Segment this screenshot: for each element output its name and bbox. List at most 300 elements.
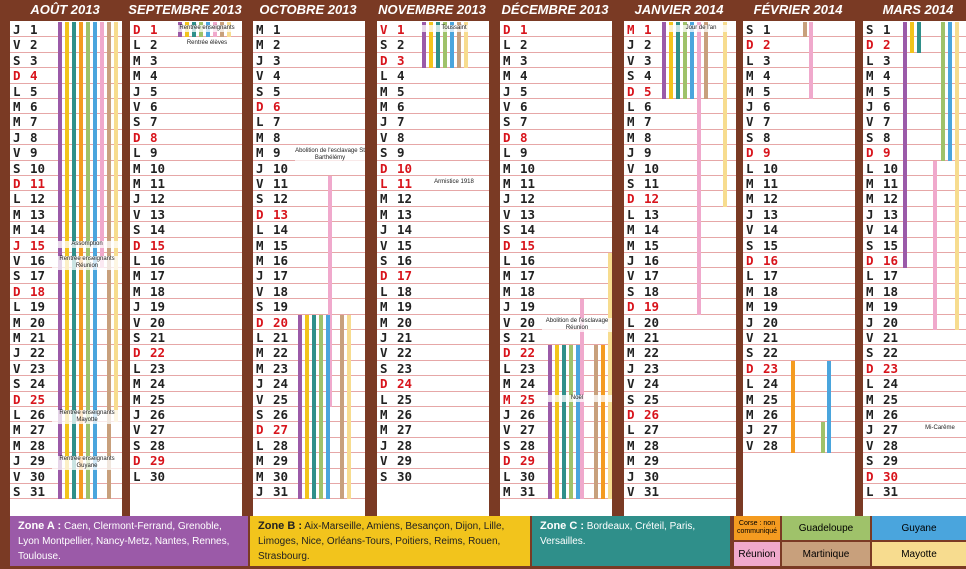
day-row [500, 114, 612, 129]
weekday-letter: J [866, 99, 874, 114]
day-row [377, 161, 489, 176]
day-number: 31 [520, 484, 536, 499]
day-number: 29 [397, 453, 413, 469]
weekday-letter: S [133, 222, 141, 238]
day-number: 18 [883, 283, 899, 299]
weekday-letter: M [256, 253, 264, 268]
day-number: 20 [397, 314, 413, 330]
weekday-letter: M [866, 283, 874, 299]
weekday-letter: S [380, 360, 388, 376]
day-number: 17 [273, 268, 289, 284]
day-row [743, 53, 855, 68]
weekday-letter: L [627, 99, 635, 114]
day-number: 26 [883, 407, 899, 422]
weekday-letter: M [746, 299, 754, 315]
weekday-letter: M [627, 330, 635, 345]
zone-a-label: Zone A : [18, 520, 62, 532]
vacation-bar [594, 345, 598, 499]
weekday-letter: M [866, 68, 874, 84]
vacation-bar [326, 315, 330, 500]
weekday-letter: D [627, 83, 635, 99]
day-number: 28 [883, 437, 899, 453]
weekday-letter: V [256, 391, 264, 407]
weekday-letter: L [866, 484, 874, 499]
weekday-letter: J [866, 422, 874, 438]
day-row [624, 191, 736, 206]
day-row [624, 84, 736, 99]
day-number: 23 [150, 360, 166, 376]
day-number: 26 [520, 407, 536, 422]
weekday-letter: L [133, 37, 141, 53]
day-number: 5 [30, 83, 38, 99]
day-row [500, 176, 612, 191]
day-number: 23 [397, 360, 413, 376]
holiday-note: Rentrée enseignants Mayotte [52, 410, 122, 424]
weekday-letter: S [380, 37, 388, 53]
day-number: 20 [883, 314, 899, 330]
weekday-letter: M [13, 206, 21, 222]
day-row [253, 191, 365, 206]
day-number: 12 [30, 191, 46, 207]
day-number: 15 [397, 237, 413, 253]
day-number: 6 [30, 99, 38, 114]
day-row [130, 453, 242, 468]
weekday-letter: L [503, 360, 511, 376]
weekday-letter: D [380, 52, 388, 68]
weekday-letter: L [746, 376, 754, 392]
weekday-letter: L [13, 407, 21, 422]
day-number: 30 [150, 468, 166, 484]
month-body [500, 21, 612, 516]
day-row [863, 284, 966, 299]
day-number: 10 [150, 160, 166, 176]
day-number: 1 [30, 22, 38, 37]
day-number: 26 [273, 407, 289, 422]
day-row [377, 114, 489, 129]
day-number: 8 [763, 129, 771, 145]
weekday-letter: L [133, 468, 141, 484]
day-number: 5 [520, 83, 528, 99]
weekday-letter: M [380, 422, 388, 438]
vacation-bar [917, 22, 921, 53]
vacation-bar [340, 315, 344, 500]
weekday-letter: D [503, 22, 511, 37]
day-row [863, 222, 966, 237]
legend-mayotte: Mayotte [872, 542, 966, 566]
weekday-letter: J [746, 314, 754, 330]
weekday-letter: V [866, 114, 874, 130]
weekday-letter: D [503, 129, 511, 145]
day-row [863, 469, 966, 484]
day-row [130, 268, 242, 283]
day-number: 18 [150, 283, 166, 299]
day-number: 4 [273, 68, 281, 84]
weekday-letter: V [503, 99, 511, 114]
day-number: 1 [763, 22, 771, 37]
day-number: 30 [397, 468, 413, 484]
day-row [743, 361, 855, 376]
day-row [624, 268, 736, 283]
day-row [863, 345, 966, 360]
weekday-letter: L [380, 391, 388, 407]
day-number: 15 [520, 237, 536, 253]
day-number: 16 [397, 253, 413, 268]
day-number: 25 [644, 391, 660, 407]
zone-a [10, 516, 248, 566]
weekday-letter: L [256, 330, 264, 345]
day-number: 10 [644, 160, 660, 176]
weekday-letter: V [256, 68, 264, 84]
day-number: 16 [150, 253, 166, 268]
day-number: 27 [397, 422, 413, 438]
day-row [743, 392, 855, 407]
day-row [377, 407, 489, 422]
day-row [743, 37, 855, 52]
zone-c [532, 516, 730, 566]
day-row [743, 330, 855, 345]
weekday-letter: V [503, 314, 511, 330]
day-number: 22 [273, 345, 289, 361]
day-row [377, 191, 489, 206]
day-row [624, 145, 736, 160]
day-number: 25 [150, 391, 166, 407]
day-number: 25 [883, 391, 899, 407]
weekday-letter: V [133, 422, 141, 438]
day-row [743, 84, 855, 99]
day-row [743, 176, 855, 191]
day-number: 11 [30, 176, 46, 191]
vacation-bar [941, 22, 945, 161]
zone-b-label: Zone B : [258, 520, 302, 532]
month-title: JANVIER 2014 [634, 2, 724, 17]
day-row [863, 191, 966, 206]
day-number: 14 [520, 222, 536, 238]
day-row [743, 284, 855, 299]
day-row [377, 53, 489, 68]
zone-c-label: Zone C : [540, 520, 584, 532]
day-number: 26 [150, 407, 166, 422]
day-row [863, 268, 966, 283]
day-row [130, 176, 242, 191]
weekday-letter: V [627, 160, 635, 176]
day-number: 12 [520, 191, 536, 207]
weekday-letter: M [746, 176, 754, 191]
weekday-letter: M [503, 283, 511, 299]
weekday-letter: M [503, 391, 511, 407]
day-number: 26 [30, 407, 46, 422]
day-number: 29 [273, 453, 289, 469]
weekday-letter: L [380, 283, 388, 299]
weekday-letter: V [380, 237, 388, 253]
weekday-letter: D [627, 407, 635, 422]
vacation-bar [723, 22, 727, 207]
weekday-letter: D [133, 129, 141, 145]
weekday-letter: M [13, 222, 21, 238]
day-row [130, 130, 242, 145]
legend-guadeloupe: Guadeloupe [782, 516, 870, 540]
weekday-letter: S [866, 453, 874, 469]
weekday-letter: L [380, 68, 388, 84]
day-number: 5 [883, 83, 891, 99]
weekday-letter: M [133, 376, 141, 392]
day-row [624, 238, 736, 253]
day-row [377, 469, 489, 484]
weekday-letter: V [256, 283, 264, 299]
weekday-letter: S [13, 160, 21, 176]
weekday-letter: J [13, 345, 21, 361]
day-number: 11 [883, 176, 899, 191]
day-number: 24 [883, 376, 899, 392]
weekday-letter: V [133, 99, 141, 114]
day-row [743, 68, 855, 83]
weekday-letter: V [746, 437, 754, 453]
vacation-bar [347, 315, 351, 500]
day-row [130, 68, 242, 83]
day-number: 20 [150, 314, 166, 330]
weekday-letter: J [133, 299, 141, 315]
weekday-letter: D [746, 37, 754, 53]
day-number: 25 [520, 391, 536, 407]
month-column [248, 0, 368, 516]
month-body [10, 21, 122, 516]
day-number: 15 [30, 237, 46, 253]
weekday-letter: L [866, 376, 874, 392]
weekday-letter: M [503, 268, 511, 284]
weekday-letter: M [13, 330, 21, 345]
weekday-letter: S [866, 22, 874, 37]
day-row [500, 53, 612, 68]
weekday-letter: M [13, 437, 21, 453]
day-row [500, 37, 612, 52]
holiday-note: Rentrée enseignants [172, 25, 242, 32]
day-row [743, 99, 855, 114]
weekday-letter: S [746, 129, 754, 145]
vacation-bar [569, 345, 573, 499]
weekday-letter: M [503, 376, 511, 392]
weekday-letter: M [256, 22, 264, 37]
day-row [500, 161, 612, 176]
weekday-letter: L [13, 191, 21, 207]
weekday-letter: S [503, 114, 511, 130]
day-row [377, 376, 489, 391]
weekday-letter: J [866, 206, 874, 222]
day-number: 2 [150, 37, 158, 53]
weekday-letter: M [256, 453, 264, 469]
day-row [624, 345, 736, 360]
day-row [500, 284, 612, 299]
weekday-letter: V [746, 114, 754, 130]
day-row [743, 376, 855, 391]
weekday-letter: S [627, 68, 635, 84]
weekday-letter: J [256, 52, 264, 68]
day-number: 19 [273, 299, 289, 315]
day-number: 19 [30, 299, 46, 315]
day-number: 1 [150, 22, 158, 37]
day-number: 17 [644, 268, 660, 284]
day-number: 22 [763, 345, 779, 361]
day-row [130, 99, 242, 114]
day-number: 31 [883, 484, 899, 499]
weekday-letter: D [866, 37, 874, 53]
day-number: 26 [763, 407, 779, 422]
day-number: 22 [397, 345, 413, 361]
day-number: 5 [763, 83, 771, 99]
weekday-letter: M [627, 345, 635, 361]
day-number: 14 [150, 222, 166, 238]
day-row [624, 361, 736, 376]
weekday-letter: D [380, 268, 388, 284]
day-number: 2 [397, 37, 405, 53]
day-row [500, 22, 612, 37]
weekday-letter: D [256, 99, 264, 114]
weekday-letter: L [627, 206, 635, 222]
day-row [624, 315, 736, 330]
weekday-letter: M [380, 299, 388, 315]
weekday-letter: J [746, 99, 754, 114]
vacation-bar [548, 345, 552, 499]
day-number: 13 [30, 206, 46, 222]
weekday-letter: D [866, 145, 874, 161]
day-number: 30 [30, 468, 46, 484]
day-row [624, 330, 736, 345]
weekday-letter: M [627, 114, 635, 130]
day-row [624, 53, 736, 68]
day-number: 3 [883, 52, 891, 68]
legend-martinique: Martinique [782, 542, 870, 566]
legend [0, 516, 966, 569]
zone-a-cities: Caen, Clermont-Ferrand, Grenoble, Lyon Montpellier, Nancy-Metz, Nantes, Rennes, Toulouse. [18, 521, 230, 562]
weekday-letter: S [256, 299, 264, 315]
day-number: 2 [273, 37, 281, 53]
weekday-letter: D [380, 376, 388, 392]
day-row [743, 207, 855, 222]
weekday-letter: V [627, 268, 635, 284]
weekday-letter: M [503, 484, 511, 499]
day-row [377, 438, 489, 453]
day-row [863, 453, 966, 468]
weekday-letter: V [380, 345, 388, 361]
day-number: 27 [883, 422, 899, 438]
weekday-letter: J [627, 145, 635, 161]
day-row [863, 361, 966, 376]
weekday-letter: J [380, 437, 388, 453]
weekday-letter: D [256, 206, 264, 222]
day-row [377, 37, 489, 52]
day-number: 5 [273, 83, 281, 99]
day-number: 18 [30, 283, 46, 299]
weekday-letter: J [503, 407, 511, 422]
day-number: 21 [273, 330, 289, 345]
day-row [624, 299, 736, 314]
day-number: 7 [397, 114, 405, 130]
weekday-letter: V [13, 37, 21, 53]
day-number: 20 [644, 314, 660, 330]
weekday-letter: M [627, 453, 635, 469]
day-number: 2 [763, 37, 771, 53]
vacation-bar [662, 22, 666, 99]
weekday-letter: M [380, 407, 388, 422]
weekday-letter: S [866, 237, 874, 253]
weekday-letter: M [503, 68, 511, 84]
weekday-letter: M [133, 176, 141, 191]
weekday-letter: M [746, 83, 754, 99]
weekday-letter: D [133, 345, 141, 361]
month-column [5, 0, 125, 516]
day-number: 29 [150, 453, 166, 469]
month-column [738, 0, 858, 516]
weekday-letter: V [13, 468, 21, 484]
weekday-letter: L [746, 160, 754, 176]
day-number: 13 [763, 206, 779, 222]
vacation-bar [305, 315, 309, 500]
weekday-letter: M [256, 468, 264, 484]
weekday-letter: L [256, 114, 264, 130]
day-number: 13 [397, 206, 413, 222]
day-number: 18 [273, 283, 289, 299]
day-number: 14 [763, 222, 779, 238]
vacation-bar [821, 422, 825, 453]
day-row [253, 176, 365, 191]
day-number: 21 [397, 330, 413, 345]
vacation-bar [955, 22, 959, 330]
day-number: 21 [644, 330, 660, 345]
day-row [377, 238, 489, 253]
day-row [130, 392, 242, 407]
legend-corse: Corse : non communiqué [734, 516, 780, 540]
weekday-letter: M [13, 314, 21, 330]
day-number: 7 [883, 114, 891, 130]
day-row [624, 207, 736, 222]
day-number: 29 [30, 453, 46, 469]
weekday-letter: J [627, 37, 635, 53]
day-number: 14 [397, 222, 413, 238]
weekday-letter: D [13, 283, 21, 299]
day-row [130, 145, 242, 160]
day-number: 21 [150, 330, 166, 345]
day-row [253, 68, 365, 83]
weekday-letter: M [866, 407, 874, 422]
weekday-letter: D [133, 237, 141, 253]
day-number: 8 [397, 129, 405, 145]
day-row [500, 268, 612, 283]
day-number: 24 [30, 376, 46, 392]
day-row [377, 453, 489, 468]
weekday-letter: V [380, 453, 388, 469]
day-row [624, 284, 736, 299]
vacation-bar [910, 22, 914, 53]
day-number: 28 [30, 437, 46, 453]
month-column [372, 0, 492, 516]
day-row [624, 130, 736, 145]
day-row [253, 161, 365, 176]
weekday-letter: D [866, 253, 874, 268]
day-row [743, 191, 855, 206]
day-number: 21 [763, 330, 779, 345]
day-row [130, 84, 242, 99]
day-number: 15 [763, 237, 779, 253]
weekday-letter: J [380, 114, 388, 130]
weekday-letter: M [256, 360, 264, 376]
weekday-letter: L [746, 52, 754, 68]
weekday-letter: J [133, 407, 141, 422]
weekday-letter: S [503, 437, 511, 453]
weekday-letter: S [380, 253, 388, 268]
day-row [377, 284, 489, 299]
vacation-bar [319, 315, 323, 500]
weekday-letter: L [746, 268, 754, 284]
holiday-note: Assomption [52, 241, 122, 248]
weekday-letter: L [380, 176, 388, 191]
